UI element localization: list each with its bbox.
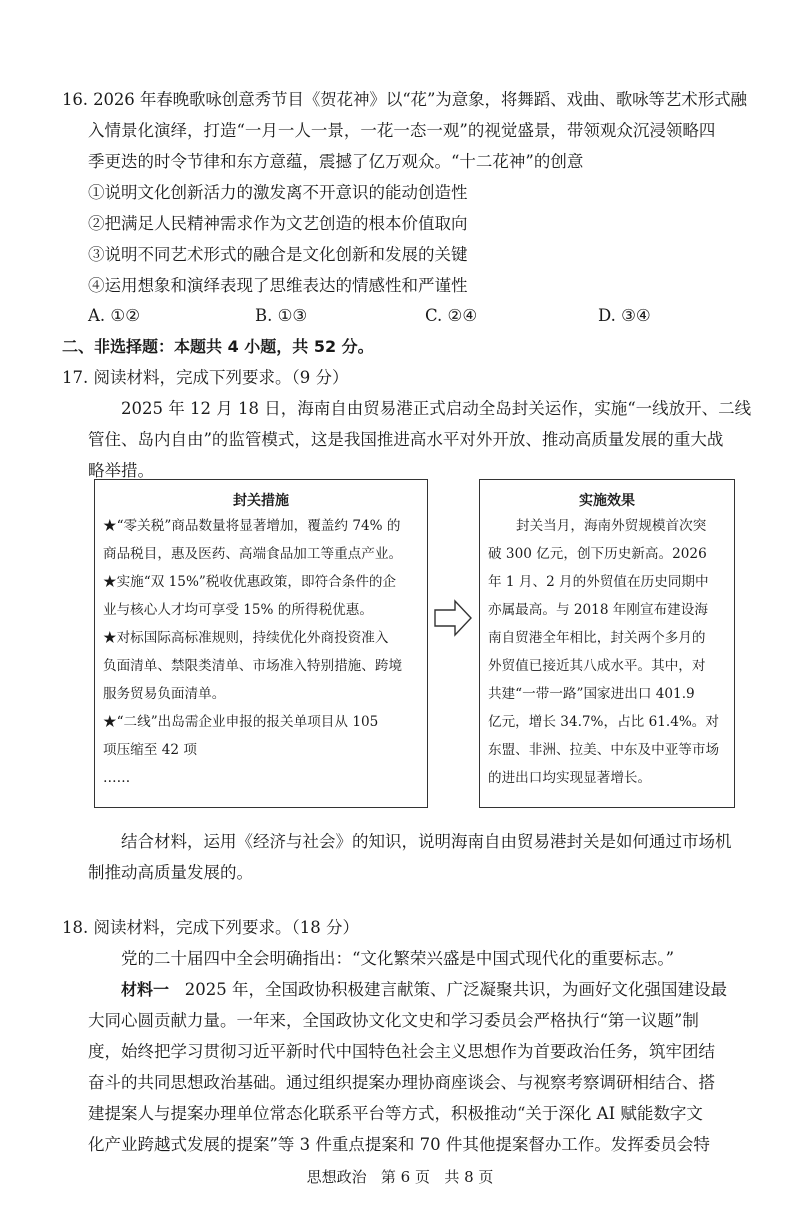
measures-line: ★对标国际高标准规则，持续优化外商投资准入	[103, 630, 389, 646]
measures-line: ……	[103, 770, 131, 786]
q18-material1-line-1	[121, 980, 727, 1000]
measures-line: ★“二线”出岛需企业申报的报关单项目从 105	[103, 714, 379, 730]
measures-line: 服务贸易负面清单。	[103, 686, 226, 702]
q16-line-1: 16. 2026 年春晚歌咏创意秀节目《贺花神》以“花”为意象，将舞蹈、戏曲、歌咏等艺术形式融	[62, 90, 747, 109]
q16-line-3: 季更迭的时令节律和东方意蕴，震撼了亿万观众。“十二花神”的创意	[88, 152, 584, 171]
q17-question-2: 制推动高质量发展的。	[88, 863, 253, 882]
q16-statement-2: ②把满足人民精神需求作为文艺创造的根本价值取向	[88, 214, 468, 233]
right-arrow-icon	[433, 598, 473, 638]
footer-page-number: 第 6 页	[380, 1168, 430, 1186]
q18-intro: 党的二十届四中全会明确指出：“文化繁荣兴盛是中国式现代化的重要标志。”	[121, 949, 675, 968]
effects-line: 封关当月，海南外贸规模首次突	[516, 518, 707, 534]
q18-material1-line-3: 度，始终把学习贯彻习近平新时代中国特色社会主义思想作为首要政治任务，筑牢团结	[88, 1042, 715, 1061]
footer-total-pages: 共 8 页	[444, 1168, 494, 1186]
q16-statement-1: ①说明文化创新活力的激发离不开意识的能动创造性	[88, 183, 468, 202]
effects-line: 亦属最高。与 2018 年刚宣布建设海	[488, 602, 708, 618]
effects-line: 外贸值已接近其八成水平。其中，对	[488, 658, 706, 674]
effects-line: 亿元，增长 34.7%，占比 61.4%。对	[488, 714, 719, 730]
section-heading: 二、非选择题：本题共 4 小题，共 52 分。	[62, 337, 374, 356]
q16-statement-4: ④运用想象和演绎表现了思维表达的情感性和严谨性	[88, 276, 468, 295]
q17-intro-3: 略举措。	[88, 461, 154, 480]
measures-line: 商品税目，惠及医药、高端食品加工等重点产业。	[103, 546, 403, 562]
q16-statement-3: ③说明不同艺术形式的融合是文化创新和发展的关键	[88, 245, 468, 264]
measures-line: ★“零关税”商品数量将显著增加，覆盖约 74% 的	[103, 518, 401, 534]
q18-material1-line-4: 奋斗的共同思想政治基础。通过组织提案办理协商座谈会、与视察考察调研相结合、搭	[88, 1073, 715, 1092]
q18-material1-line-2: 大同心圆贡献力量。一年来，全国政协文化文史和学习委员会严格执行“第一议题”制	[88, 1011, 699, 1030]
q17-intro-2: 管住、岛内自由”的监管模式，这是我国推进高水平对外开放、推动高质量发展的重大战	[88, 430, 724, 449]
footer-subject: 思想政治	[306, 1168, 367, 1186]
effects-box-title: 实施效果	[579, 493, 635, 509]
effects-line: 破 300 亿元，创下历史新高。2026	[488, 546, 707, 562]
effects-line: 年 1 月、2 月的外贸值在历史同期中	[488, 574, 709, 590]
material-text: 2025 年，全国政协积极建言献策、广泛凝聚共识，为画好文化强国建设最	[184, 980, 728, 999]
material-label: 材料一	[121, 980, 170, 999]
effects-line: 东盟、非洲、拉美、中东及中亚等市场	[488, 742, 720, 758]
q17-header: 17. 阅读材料，完成下列要求。（9 分）	[62, 368, 349, 387]
q16-option-d: D. ③④	[598, 306, 651, 325]
measures-line: 负面清单、禁限类清单、市场准入特别措施、跨境	[103, 658, 403, 674]
page-footer	[0, 1166, 800, 1187]
measures-box	[94, 479, 428, 808]
q16-option-c: C. ②④	[425, 306, 478, 325]
q16-option-b: B. ①③	[255, 306, 308, 325]
effects-box	[479, 479, 735, 808]
measures-line: 项压缩至 42 项	[103, 742, 197, 758]
effects-line: 共建“一带一路”国家进出口 401.9	[488, 686, 695, 702]
q16-option-a: A. ①②	[88, 306, 140, 325]
q17-question-1: 结合材料，运用《经济与社会》的知识，说明海南自由贸易港封关是如何通过市场机	[121, 832, 732, 851]
measures-line: ★实施“双 15%”税收优惠政策，即符合条件的企	[103, 574, 397, 590]
q18-material1-line-6: 化产业跨越式发展的提案”等 3 件重点提案和 70 件其他提案督办工作。发挥委员会特	[88, 1135, 710, 1154]
q18-header: 18. 阅读材料，完成下列要求。（18 分）	[62, 918, 359, 937]
measures-line: 业与核心人才均可享受 15% 的所得税优惠。	[103, 602, 373, 618]
effects-line: 的进出口均实现显著增长。	[488, 770, 652, 786]
q16-line-2: 入情景化演绎，打造“一月一人一景，一花一态一观”的视觉盛景，带领观众沉浸领略四	[88, 121, 716, 140]
q17-intro-1: 2025 年 12 月 18 日，海南自由贸易港正式启动全岛封关运作，实施“一线放开、二线	[121, 399, 752, 418]
effects-line: 南自贸港全年相比，封关两个多月的	[488, 630, 706, 646]
measures-box-title: 封关措施	[233, 493, 289, 509]
q18-material1-line-5: 建提案人与提案办理单位常态化联系平台等方式，积极推动“关于深化 AI 赋能数字文	[88, 1104, 703, 1123]
